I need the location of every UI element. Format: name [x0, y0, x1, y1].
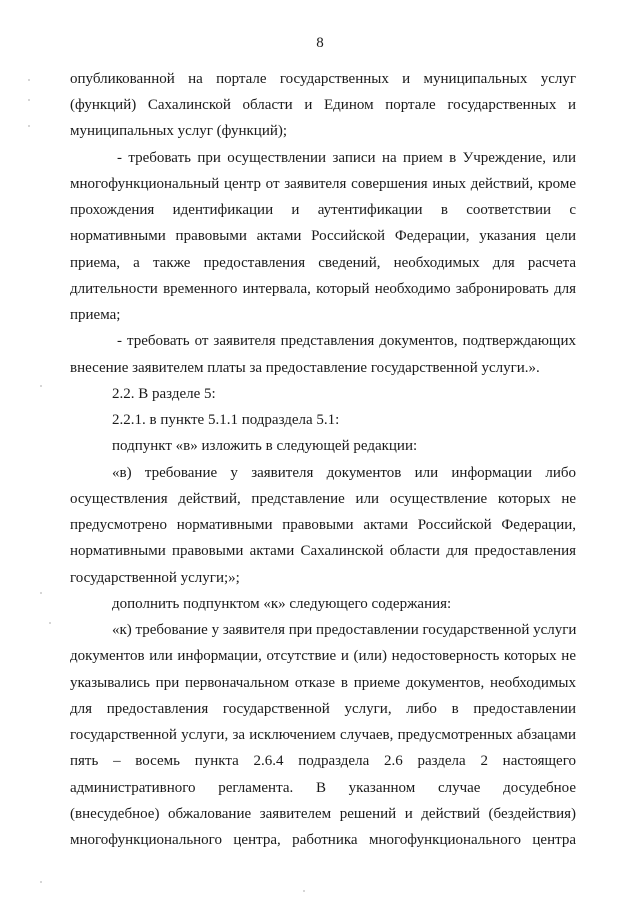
- text-line: многофункционального центра, работника многофункционального центра: [70, 832, 576, 848]
- text-line: для предоставления государственной услуги, либо в предоставлении: [70, 701, 576, 717]
- text-line: административного регламента. В указанном случае досудебное: [70, 780, 576, 796]
- text-line: 2.2.1. в пункте 5.1.1 подраздела 5.1:: [112, 412, 340, 428]
- text-line: - требовать при осуществлении записи на прием в Учреждение, или: [117, 150, 576, 166]
- text-line: - требовать от заявителя представления документов, подтверждающих: [117, 333, 576, 349]
- text-line: государственной услуги;»;: [70, 570, 240, 586]
- scan-mark: [40, 881, 42, 883]
- text-line: (функций) Сахалинской области и Едином портале государственных и: [70, 97, 576, 113]
- text-line: 2.2. В разделе 5:: [112, 386, 216, 402]
- text-line: дополнить подпунктом «к» следующего содержания:: [112, 596, 452, 612]
- text-line: подпункт «в» изложить в следующей редакции:: [112, 438, 418, 454]
- text-line: государственной услуги, за исключением случаев, предусмотренных абзацами: [70, 727, 576, 743]
- scan-mark: [28, 79, 30, 81]
- text-line: «в) требование у заявителя документов или информации либо: [112, 465, 576, 481]
- text-line: нормативными правовыми актами Сахалинской области для предоставления: [70, 543, 576, 559]
- text-line: нормативными правовыми актами Российской Федерации, указания цели: [70, 228, 576, 244]
- text-line: документов или информации, отсутствие и (или) недостоверность которых не: [70, 648, 576, 664]
- scan-mark: [28, 125, 30, 127]
- scan-mark: [28, 99, 30, 101]
- scan-mark: [49, 622, 51, 624]
- text-line: «к) требование у заявителя при предоставлении государственной услуги: [112, 622, 577, 638]
- text-line: внесение заявителем платы за предоставление государственной услуги.».: [70, 360, 540, 376]
- text-line: (внесудебное) обжалование заявителем решений и действий (бездействия): [70, 806, 576, 822]
- text-line: многофункциональный центр от заявителя совершения иных действий, кроме: [70, 176, 576, 192]
- text-line: приема;: [70, 307, 121, 323]
- text-line: осуществления действий, представление или осуществление которых не: [70, 491, 576, 507]
- text-line: приема, а также предоставления сведений, необходимых для расчета: [70, 255, 576, 271]
- text-line: предусмотрено нормативными правовыми актами Российской Федерации,: [70, 517, 576, 533]
- page-number: 8: [316, 35, 324, 51]
- text-line: пять – восемь пункта 2.6.4 подраздела 2.6 раздела 2 настоящего: [70, 753, 576, 769]
- scan-mark: [40, 592, 42, 594]
- text-line: прохождения идентификации и аутентификации в соответствии с: [70, 202, 576, 218]
- text-line: муниципальных услуг (функций);: [70, 123, 288, 139]
- text-line: опубликованной на портале государственных и муниципальных услуг: [70, 71, 576, 87]
- scan-mark: [40, 385, 42, 387]
- scan-mark: [303, 890, 305, 892]
- text-line: длительности временного интервала, который необходимо забронировать для: [70, 281, 576, 297]
- text-line: указывались при первоначальном отказе в приеме документов, необходимых: [70, 675, 576, 691]
